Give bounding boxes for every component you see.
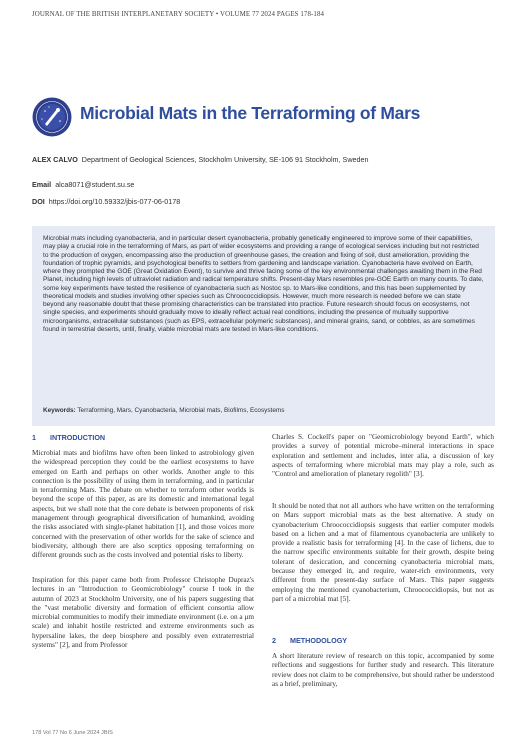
body-column-right bbox=[272, 433, 494, 479]
section-number: 2 bbox=[272, 636, 276, 645]
doi-label: DOI bbox=[32, 197, 45, 206]
body-column-right-continued bbox=[272, 502, 494, 604]
paper-title: Microbial Mats in the Terraforming of Mars bbox=[80, 103, 421, 123]
body-column-left bbox=[32, 449, 254, 561]
author-line bbox=[32, 155, 369, 164]
paragraph: Microbial mats and biofilms have often been linked to astrobiology given the widespread perception they could be the earliest ecosystems to have emerged on Earth and perhaps on other worlds. Another angle to this connection is the possibility of using them in terraforming, and in particular in terraforming Mars. The debate on whether to terraform other worlds is beyond the scope of this paper, as are its domestic and international legal aspects, but we shall note that the core debate is between proponents of risk management through geographical diversification of humankind, avoiding the risks associated with single-planet habitation [1], and those voices more concerned with the preservation of other worlds for the sake of science and biodiversity, although there are also sceptics opposing terraforming on different grounds such as the costs involved and potential risks to liberty. bbox=[32, 449, 254, 560]
section-number: 1 bbox=[32, 433, 36, 442]
author-affiliation: Department of Geological Sciences, Stockholm University, SE-106 91 Stockholm, Sweden bbox=[81, 155, 369, 164]
section-title: METHODOLOGY bbox=[290, 636, 348, 645]
email-label: Email bbox=[32, 180, 52, 189]
abstract-box bbox=[32, 226, 495, 426]
section-heading-introduction bbox=[32, 433, 105, 442]
section-heading-methodology bbox=[272, 636, 347, 645]
paragraph: Inspiration for this paper came both from Professor Christophe Dupraz's lectures in an "Introduction to Geomicrobiology" course I took in the autumn of 2023 at Stockholm University, one of his papers suggesting that the "vast metabolic diversity and formation of efficient consortia allow microbial communities to modify their immediate environment (i.e. on a μm scale) and inhabit hostile restricted and extreme environments such as hypersaline lakes, the deep biosphere and possibly even extraterrestrial systems" [2], and from Professor bbox=[32, 576, 254, 650]
paragraph: Charles S. Cockell's paper on "Geomicrobiology beyond Earth", which provides a survey of potential microbe–mineral interactions in space exploration and settlement and includes, inter alia, a discussion of key aspects of terraforming where microbial mats may play a role, such as "Control and amelioration of planetary regolith" [3]. bbox=[272, 433, 494, 479]
body-column-left-continued bbox=[32, 576, 254, 650]
keywords-line bbox=[43, 407, 484, 414]
journal-header: JOURNAL OF THE BRITISH INTERPLANETARY SOCIETY • VOLUME 77 2024 PAGES 178-184 bbox=[32, 11, 325, 18]
paragraph: It should be noted that not all authors who have written on the terraforming on Mars support microbial mats as the best alternative. A study on cyanobacterium Chroococcidiopsis suggests that earlier computer models based on a lichen and a mat of filamentous cyanobacteria are unlikely to provide a realistic basis for terraforming [4]. In the case of lichens, due to the narrow specific environments suitable for their growth, despite being tolerant of desiccation, and concerning cyanobacteria microbial mats, because they emerged in, and require, water-rich environments, very different from the present-day surface of Mars. This paper suggests employing the mentioned cyanobacterium, Chroococcidiopsis, but not as part of a microbial mat [5]. bbox=[272, 502, 494, 603]
paragraph: A short literature review of research on this topic, accompanied by some reflections and suggestions for further study and research. This literature review does not claim to be comprehensive, but should rather be understood as a brief, preliminary, bbox=[272, 652, 494, 688]
author-name: ALEX CALVO bbox=[32, 155, 78, 164]
doi-link[interactable]: https://doi.org/10.59332/jbis-077-06-0178 bbox=[48, 197, 181, 206]
body-column-right-methodology bbox=[272, 652, 494, 689]
email-link[interactable]: alca8071@student.su.se bbox=[55, 180, 135, 189]
page-footer: 178 Vol 77 No 6 June 2024 JBIS bbox=[32, 730, 113, 736]
keywords-list: Terraforming, Mars, Cyanobacteria, Microbial mats, Biofilms, Ecosystems bbox=[77, 407, 285, 414]
society-logo bbox=[32, 97, 72, 137]
keywords-label: Keywords: bbox=[43, 407, 76, 414]
doi-line bbox=[32, 197, 180, 206]
email-line bbox=[32, 180, 134, 189]
abstract-text: Microbial mats including cyanobacteria, and in particular desert cyanobacteria, probably genetically engineered to improve some of their capabilities, may play a crucial role in the terraforming of Mars, as part of wider ecosystems and providing a range of ecological services including but not restricted to the production of oxygen, encompassing also the production of greenhouse gases, the creation and fixing of soil, dust amelioration, providing the foundation of trophic pyramids, and psychological benefits to settlers from gardening and landscape variation. Cyanobacteria have evolved on Earth, where they prompted the GOE (Great Oxidation Event), to survive and thrive facing some of the key environmental challenges awaiting them in the Red Planet, including high levels of ultraviolet radiation and radical temperature shifts. Present-day Mars resembles pre-GOE Earth on many counts. To date, some key experiments have tested the resilience of cyanobacteria such as Nostoc sp. to Mars-like conditions, and this has been supplemented by theoretical models and studies involving other species such as Chroococcidiopsis. However, much more research is needed before we can state beyond any reasonable doubt that these promising characteristics can be translated into practice. Future research should focus on ecosystems, not single species, and experiments should gradually move to ideally reflect actual real conditions, including the presence of mutually supportive microorganisms, extracellular substances (such as EPS, extracellular polymeric substances), and mineral grains, sand, or cobbles, as are sometimes found in terrestrial deserts, until, finally, viable microbial mats are tested in Mars-like conditions. bbox=[43, 235, 484, 333]
section-title: INTRODUCTION bbox=[50, 433, 106, 442]
